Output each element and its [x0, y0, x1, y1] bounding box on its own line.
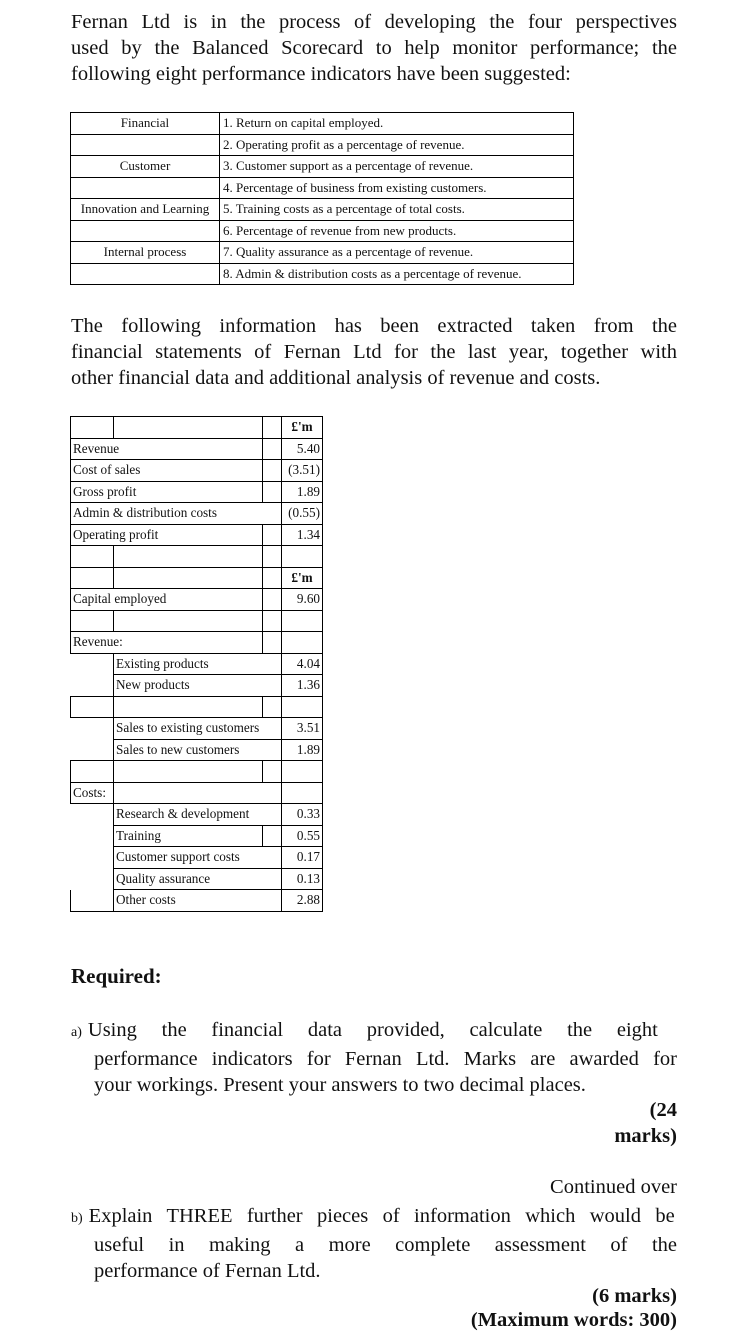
info-line: The following information has been extracted taken from the [71, 315, 677, 337]
row-label: New products [114, 675, 282, 697]
table-row [71, 589, 323, 611]
table-row [71, 546, 323, 568]
perspective-cell [71, 263, 220, 285]
currency-header: £'m [282, 567, 323, 589]
intro-paragraph [71, 9, 677, 87]
balanced-scorecard-table [70, 112, 574, 285]
indicator-cell: 1. Return on capital employed. [220, 113, 574, 135]
table-row [71, 134, 574, 156]
info-paragraph [71, 313, 677, 391]
table-row [71, 804, 323, 826]
row-label: Capital employed [71, 589, 263, 611]
row-value: 0.33 [282, 804, 323, 826]
info-line: financial statements of Fernan Ltd for the last year, together with [71, 341, 677, 363]
table-row [71, 632, 323, 654]
table-row [71, 156, 574, 178]
indicator-cell: 2. Operating profit as a percentage of revenue. [220, 134, 574, 156]
intro-line: following eight performance indicators have been suggested: [71, 63, 571, 85]
row-label: Gross profit [71, 481, 263, 503]
row-label: Cost of sales [71, 460, 263, 482]
question-a-line: your workings. Present your answers to two decimal places. [94, 1074, 586, 1096]
table-row [71, 653, 323, 675]
table-row [71, 481, 323, 503]
perspective-cell [71, 220, 220, 242]
table-row [71, 242, 574, 264]
row-label: Sales to existing customers [114, 718, 282, 740]
row-value: 1.34 [282, 524, 323, 546]
row-value: (0.55) [282, 503, 323, 525]
row-label: Operating profit [71, 524, 263, 546]
perspective-cell: Customer [71, 156, 220, 178]
row-label: Quality assurance [114, 868, 282, 890]
row-value: (3.51) [282, 460, 323, 482]
info-line: other financial data and additional analysis of revenue and costs. [71, 367, 601, 389]
row-label: Other costs [114, 890, 282, 912]
row-label: Revenue [71, 438, 263, 460]
table-row [71, 524, 323, 546]
perspective-cell: Internal process [71, 242, 220, 264]
table-row [71, 567, 323, 589]
perspective-cell [71, 177, 220, 199]
row-label: Sales to new customers [114, 739, 282, 761]
question-a-line: Using the financial data provided, calculate the eight [87, 1019, 658, 1041]
table-row [71, 438, 323, 460]
table-row [71, 503, 323, 525]
row-value: 1.89 [282, 739, 323, 761]
row-label: Research & development [114, 804, 282, 826]
table-row [71, 847, 323, 869]
table-row [71, 696, 323, 718]
section-heading: Revenue: [71, 632, 263, 654]
indicator-cell: 4. Percentage of business from existing customers. [220, 177, 574, 199]
intro-line: used by the Balanced Scorecard to help monitor performance; the [71, 37, 677, 59]
max-words: (Maximum words: 300) [470, 1309, 677, 1331]
row-value: 9.60 [282, 589, 323, 611]
row-value: 0.13 [282, 868, 323, 890]
row-value: 0.55 [282, 825, 323, 847]
table-row [71, 177, 574, 199]
row-value: 1.89 [282, 481, 323, 503]
table-row [71, 220, 574, 242]
perspective-cell: Innovation and Learning [71, 199, 220, 221]
question-b-line: performance of Fernan Ltd. [94, 1260, 321, 1282]
table-row [71, 868, 323, 890]
table-row [71, 263, 574, 285]
row-label: Existing products [114, 653, 282, 675]
financial-data-table [70, 416, 323, 912]
question-a [71, 1017, 677, 1098]
question-a-marks-2: marks) [614, 1125, 677, 1147]
intro-line: Fernan Ltd is in the process of developing the four perspectives [71, 11, 677, 33]
perspective-cell: Financial [71, 113, 220, 135]
row-value: 0.17 [282, 847, 323, 869]
question-b-line: Explain THREE further pieces of information which would be [88, 1205, 675, 1227]
continued-over: Continued over [550, 1176, 677, 1198]
table-row [71, 718, 323, 740]
question-b [71, 1203, 677, 1284]
row-value: 1.36 [282, 675, 323, 697]
row-value: 5.40 [282, 438, 323, 460]
row-value: 3.51 [282, 718, 323, 740]
question-b-line: useful in making a more complete assessment of the [94, 1234, 677, 1256]
table-row [71, 675, 323, 697]
table-row [71, 417, 323, 439]
indicator-cell: 8. Admin & distribution costs as a percentage of revenue. [220, 263, 574, 285]
row-value: 4.04 [282, 653, 323, 675]
question-a-marks-1: (24 [649, 1099, 677, 1121]
table-row [71, 199, 574, 221]
perspective-cell [71, 134, 220, 156]
indicator-cell: 5. Training costs as a percentage of total costs. [220, 199, 574, 221]
table-row [71, 113, 574, 135]
row-label: Customer support costs [114, 847, 282, 869]
table-row [71, 782, 323, 804]
row-label: Admin & distribution costs [71, 503, 282, 525]
currency-header: £'m [282, 417, 323, 439]
row-label: Training [114, 825, 263, 847]
table-row [71, 825, 323, 847]
row-value: 2.88 [282, 890, 323, 912]
table-row [71, 761, 323, 783]
section-heading: Costs: [71, 782, 114, 804]
required-heading: Required: [71, 964, 162, 988]
table-row [71, 739, 323, 761]
question-b-marks: (6 marks) [592, 1285, 677, 1307]
table-row [71, 890, 323, 912]
indicator-cell: 7. Quality assurance as a percentage of revenue. [220, 242, 574, 264]
indicator-cell: 3. Customer support as a percentage of revenue. [220, 156, 574, 178]
question-a-label: a) [71, 1025, 82, 1040]
table-row [71, 460, 323, 482]
table-row [71, 610, 323, 632]
indicator-cell: 6. Percentage of revenue from new products. [220, 220, 574, 242]
question-b-label: b) [71, 1211, 83, 1226]
question-a-line: performance indicators for Fernan Ltd. Marks are awarded for [94, 1048, 677, 1070]
